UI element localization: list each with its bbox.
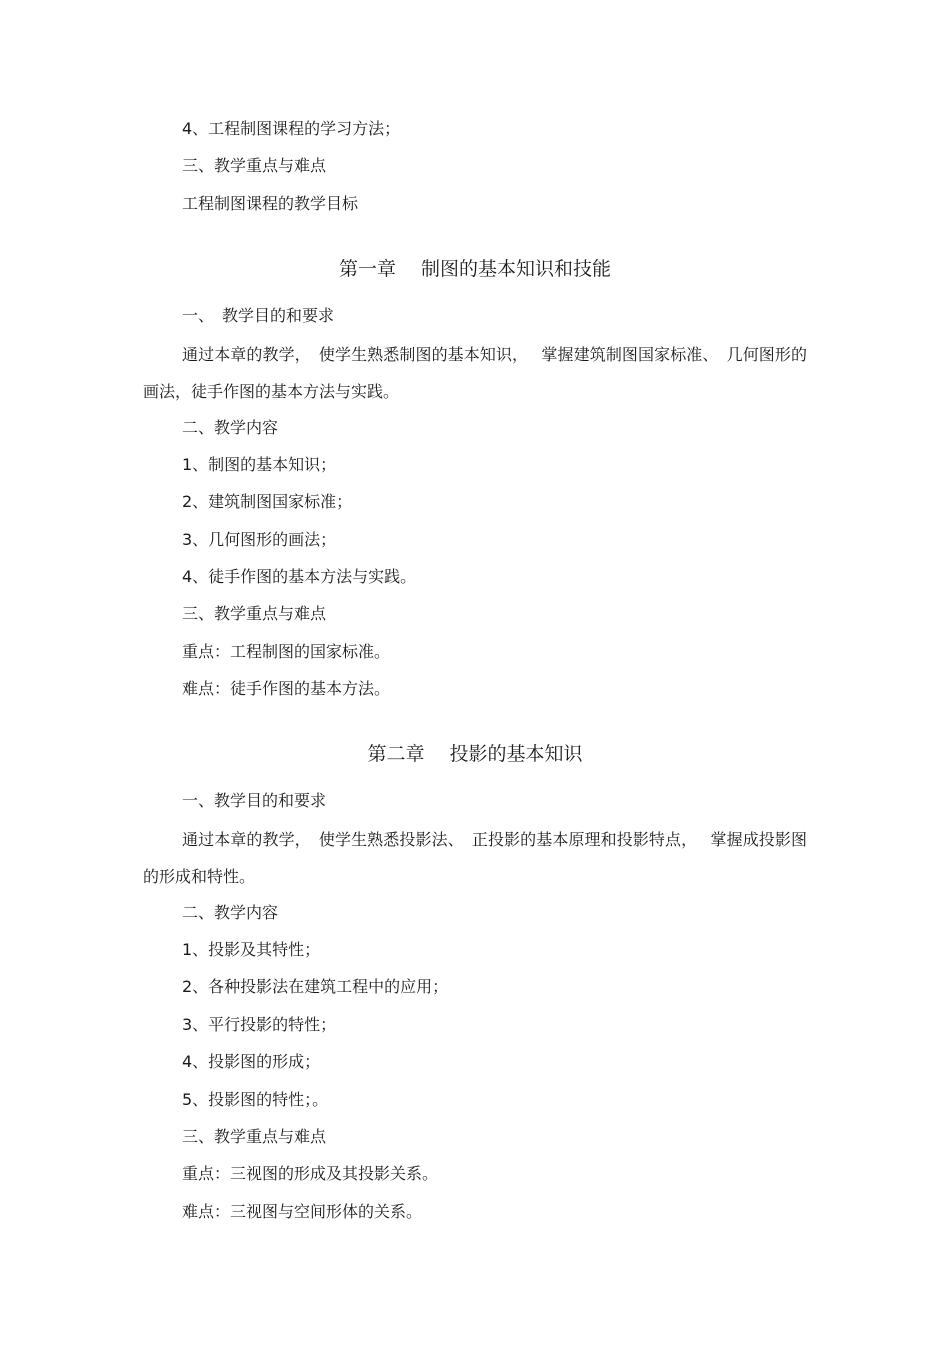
chapter-1-content-item-3: 3、几何图形的画法； [182, 530, 337, 549]
chapter-2-objective-heading: 一、教学目的和要求 [182, 791, 327, 810]
chapter-1-content-item-2: 2、建筑制图国家标准； [182, 492, 353, 511]
chapter-2-content-item-4: 4、投影图的形成； [182, 1052, 321, 1071]
chapter-1-content-item-1: 1、制图的基本知识； [182, 455, 337, 474]
chapter-2-objective-text: 通过本章的教学， 使学生熟悉投影法、 正投影的基本原理和投影特点， 掌握成投影图的形成和特性。 [143, 830, 807, 886]
chapter-2-key-point: 重点：三视图的形成及其投影关系。 [182, 1164, 439, 1183]
chapter-2-difficulty: 难点：三视图与空间形体的关系。 [182, 1202, 423, 1221]
chapter-2-content-item-5: 5、投影图的特性；。 [182, 1090, 329, 1109]
chapter-1-key-point: 重点：工程制图的国家标准。 [182, 642, 391, 661]
section-heading-focus: 三、教学重点与难点 [182, 156, 327, 175]
chapter-2-content-item-3: 3、平行投影的特性； [182, 1015, 337, 1034]
chapter-1-objective-heading: 一、 教学目的和要求 [182, 306, 335, 325]
chapter-1-focus-heading: 三、教学重点与难点 [182, 604, 327, 623]
chapter-1-content-heading: 二、教学内容 [182, 418, 279, 437]
chapter-2-content-item-1: 1、投影及其特性； [182, 940, 321, 959]
course-item-4: 4、工程制图课程的学习方法； [182, 119, 401, 138]
chapter-2-focus-heading: 三、教学重点与难点 [182, 1127, 327, 1146]
chapter-1-objective-text: 通过本章的教学， 使学生熟悉制图的基本知识， 掌握建筑制图国家标准、 几何图形的画法，徒手作图的基本方法与实践。 [143, 345, 807, 401]
course-objective-line: 工程制图课程的教学目标 [182, 194, 359, 213]
chapter-1-title: 第一章 制图的基本知识和技能 [338, 258, 612, 280]
chapter-1-content-item-4: 4、徒手作图的基本方法与实践。 [182, 567, 417, 586]
chapter-2-title: 第二章 投影的基本知识 [367, 743, 583, 765]
chapter-2-content-heading: 二、教学内容 [182, 903, 279, 922]
chapter-1-difficulty: 难点：徒手作图的基本方法。 [182, 679, 391, 698]
chapter-2-content-item-2: 2、各种投影法在建筑工程中的应用； [182, 977, 449, 996]
